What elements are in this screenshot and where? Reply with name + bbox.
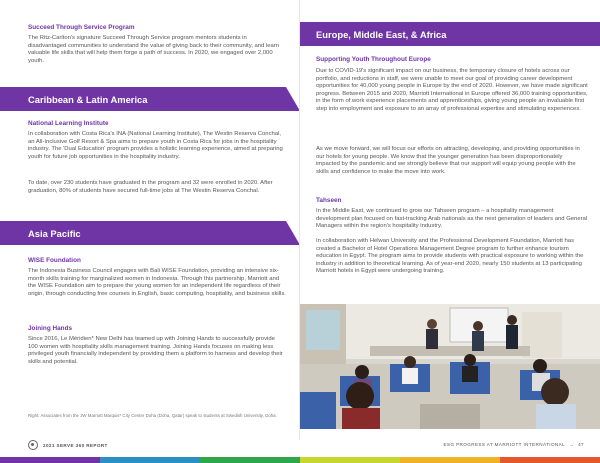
joining-heading: Joining Hands <box>28 325 73 332</box>
stripe-segment <box>200 457 300 463</box>
footer-section-title: ESG PROGRESS AT MARRIOTT INTERNATIONAL <box>443 442 566 447</box>
supporting-body-1: Due to COVID-19's significant impact on our business, the temporary closure of hotels across our portfolio, and reductions in staff, we were unable to meet our goal of providing career development opportunities for 40,000 young people in Europe by the end of 2020. However, we have made significant progress. Between 2015 and 2020, Marriott International in Europe offered 36,000 training opportunities, in the form of work experience placements and apprenticeships, giving young people an invaluable first step into employment and exposure to an array of professional expertise and stimulating experiences. <box>316 68 588 112</box>
supporting-body-2: As we move forward, we will focus our efforts on attracting, developing, and providing opportunities in our hotels for young people. We know that the younger generation has been disproportionately impacted by the pandemic and we strongly believe that our support will equip young people with the skills and confidence to make the move into work. <box>316 146 580 175</box>
page-number: 47 <box>578 442 584 447</box>
photo-caption: Right: Associates from the JW Marriott Marquis* City Center Doha (Doha, Qatar) speak to students at Swedish University, Doha. <box>28 413 277 418</box>
stripe-segment <box>0 457 100 463</box>
asia-title: Asia Pacific <box>28 227 81 239</box>
succeed-body: The Ritz-Carlton's signature Succeed Through Service program mentors students in disadvantaged communities to understand the value of giving back to their community, and learn valuable life skills that will help them forge a path of success. In 2020, we engaged over 2,000 youth. <box>28 35 280 64</box>
report-title: 2021 SERVE 360 REPORT <box>43 442 108 448</box>
tahseen-body-2: In collaboration with Helwan University and the Professional Development Foundation, Marriott has created a Bachelor of Hotel Operations Management Degree program to further enhance tourism education in Egypt. The program aims to provide students with practical exposure to working within the industry in addition to theoretical learning. As of year-end 2020, nearly 150 students at 13 participating Marriott hotels in Egypt were undergoing training. <box>316 238 584 275</box>
succeed-heading: Succeed Through Service Program <box>28 24 135 31</box>
classroom-photo-illustration <box>300 304 600 429</box>
stripe-segment <box>500 457 600 463</box>
stripe-segment <box>300 457 400 463</box>
joining-body: Since 2016, Le Méridien* New Delhi has teamed up with Joining Hands to successfully provide 100 women with hospitality skills management training. Joining Hands focuses on making less privileged youth financially independent by providing them a platform to harness and develop their skills and potential. <box>28 336 283 365</box>
footer-right <box>444 442 584 447</box>
footer-left <box>28 440 108 450</box>
asia-section-bar <box>0 221 300 245</box>
tahseen-heading: Tahseen <box>316 197 342 204</box>
supporting-heading: Supporting Youth Throughout Europe <box>316 56 431 63</box>
nli-body-2: To date, over 230 students have graduated in the program and 32 were enrolled in 2020. After graduation, 80% of students have secured full-time jobs at The Westin Reserva Conchal. <box>28 180 273 194</box>
nli-heading: National Learning Institute <box>28 120 109 127</box>
bar-notch <box>286 87 300 111</box>
nli-body-1: In collaboration with Costa Rica's INA (National Learning Institute), The Westin Reserva Conchal, an All-Inclusive Golf Resort & Spa aims to prepare youth in Costa Rica for jobs in the hospitality industry. The 'Dual Education' program provides a holistic learning experience, aimed at preparing youth for future job opportunities in the hospitality industry. <box>28 131 283 160</box>
wise-heading: WISE Foundation <box>28 257 81 264</box>
caribbean-title: Caribbean & Latin America <box>28 93 148 105</box>
classroom-photo <box>300 304 600 429</box>
emea-title: Europe, Middle East, & Africa <box>316 28 447 40</box>
stripe-segment <box>400 457 500 463</box>
tahseen-body-1: In the Middle East, we continued to grow our Tahseen program – a hospitality management development plan focused on fast-tracking Arab nationals as the next generation of leaders and General Managers within the region's hospitality industry. <box>316 208 588 230</box>
stripe-segment <box>100 457 200 463</box>
wise-body: The Indonesia Business Council engages with Bali WISE Foundation, providing an intensive six-month skills training for marginalized women in Indonesia. Through this partnership, Marriott and the WISE Foundation aim to prepare the young women for an independent life regardless of their origin, through conducting free courses in English, basic computing, hospitality, and business skills. <box>28 268 286 297</box>
footer-arrow-icon: → <box>569 442 575 447</box>
caribbean-section-bar <box>0 87 300 111</box>
emea-section-bar <box>300 22 600 46</box>
bar-notch <box>286 221 300 245</box>
serve360-logo-icon <box>28 440 38 450</box>
